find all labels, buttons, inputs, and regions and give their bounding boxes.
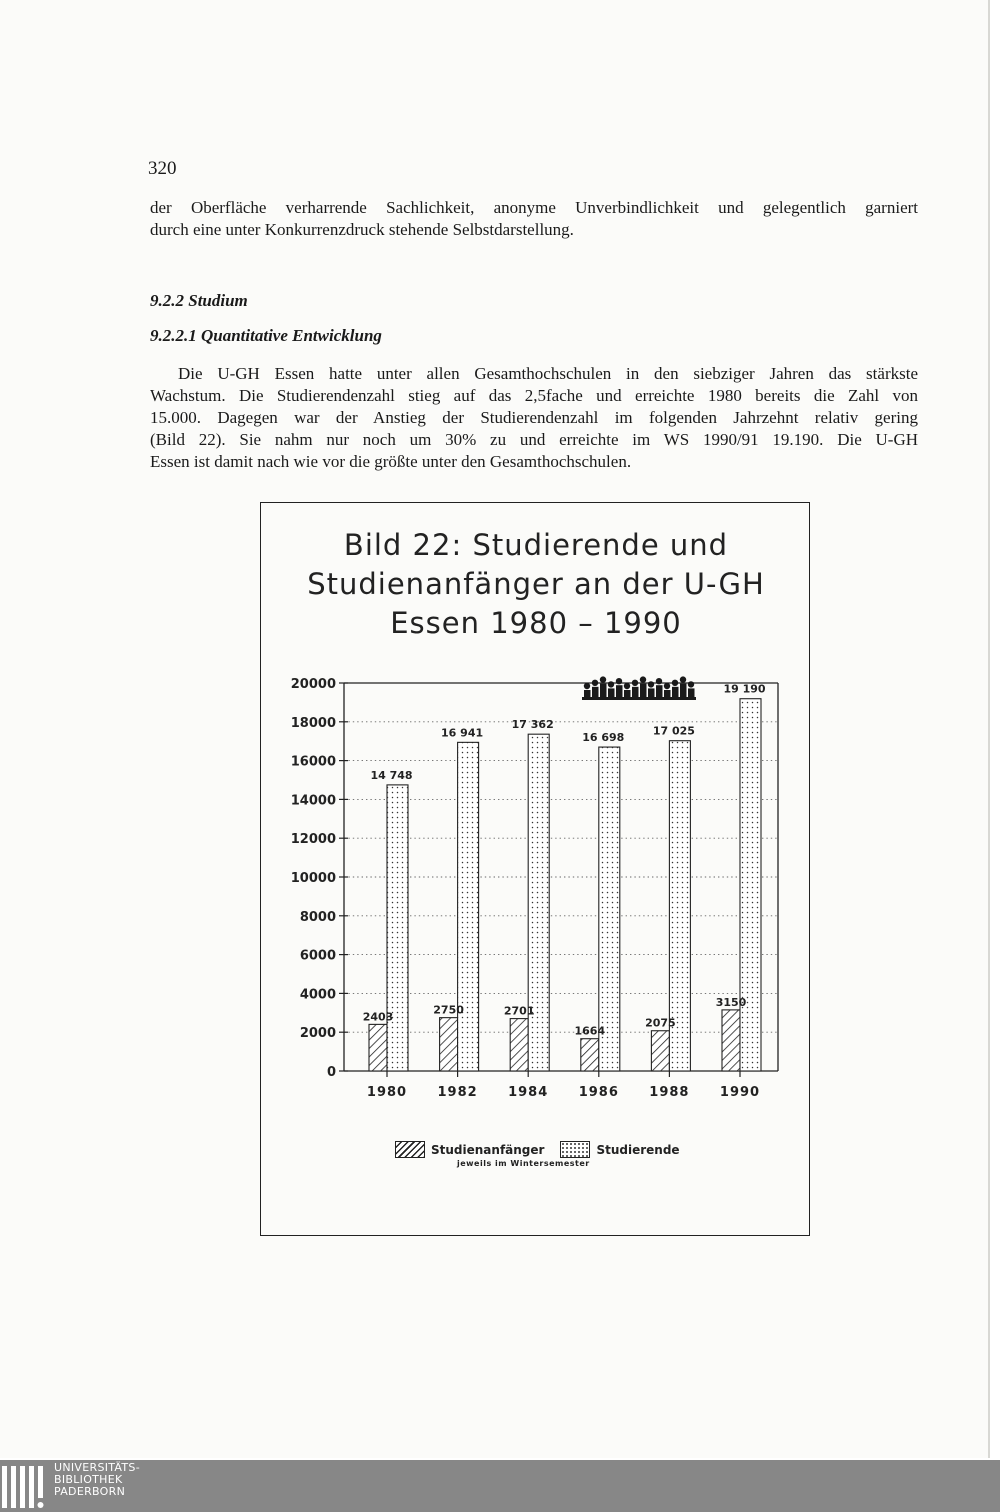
- library-logo-icon: [0, 1462, 50, 1510]
- person-head: [640, 676, 646, 682]
- data-label-studierende: 19 190: [723, 682, 766, 696]
- bar-studierende: [528, 734, 549, 1071]
- y-tick-label: 18000: [290, 715, 336, 731]
- y-tick-label: 12000: [290, 832, 336, 848]
- person-head: [664, 683, 670, 689]
- people-silhouette-icon: [582, 676, 696, 700]
- person-head: [616, 678, 622, 684]
- data-label-studienanfaenger: 1664: [574, 1024, 606, 1038]
- bar-studierende: [740, 699, 761, 1071]
- person-head: [584, 683, 590, 689]
- y-tick-label: 0: [326, 1065, 336, 1080]
- data-label-studierende: 16 941: [441, 726, 484, 740]
- data-label-studierende: 16 698: [582, 731, 625, 745]
- bar-studienanfaenger: [369, 1024, 387, 1071]
- person-head: [672, 680, 678, 686]
- chart-title-line: Studienanfänger an der U-GH: [307, 567, 765, 601]
- chart-title-line: Bild 22: Studierende und: [343, 528, 729, 562]
- data-label-studierende: 17 025: [652, 724, 695, 738]
- text-line: durch eine unter Konkurrenzdruck stehende Selbstdarstellung.: [150, 220, 574, 239]
- bar-studienanfaenger: [581, 1039, 599, 1071]
- x-tick-label: 1990: [719, 1085, 761, 1100]
- bar-studierende: [599, 747, 620, 1071]
- person-head: [648, 681, 654, 687]
- data-label-studienanfaenger: 2403: [362, 1010, 394, 1024]
- library-name-line: PADERBORN: [54, 1485, 126, 1498]
- y-tick-label: 16000: [290, 754, 336, 770]
- x-tick-label: 1980: [366, 1085, 408, 1100]
- text-line: 15.000. Dagegen war der Anstieg der Studierendenzahl im folgenden Jahrzehnt relativ gering: [150, 408, 918, 427]
- y-tick-label: 10000: [290, 871, 336, 886]
- x-tick-label: 1988: [649, 1085, 690, 1100]
- legend-item-studierende: [560, 1141, 679, 1158]
- data-label-studienanfaenger: 3150: [715, 995, 747, 1009]
- x-tick-label: 1982: [437, 1085, 478, 1100]
- chart-title-line: Essen 1980 – 1990: [390, 606, 682, 640]
- subsection-heading: 9.2.2.1 Quantitative Entwicklung: [150, 326, 382, 345]
- person-head: [608, 681, 614, 687]
- y-tick-label: 6000: [299, 948, 336, 964]
- legend-swatch-dots: [560, 1141, 590, 1158]
- legend-note: jeweils im Wintersemester: [457, 1159, 590, 1168]
- person-head: [688, 681, 694, 687]
- y-tick-label: 20000: [290, 677, 336, 692]
- page-number: 320: [148, 158, 177, 179]
- bar-studienanfaenger: [440, 1018, 458, 1071]
- data-label-studienanfaenger: 2750: [433, 1003, 464, 1017]
- person-head: [624, 683, 630, 689]
- person-head: [592, 680, 598, 686]
- bars: [369, 699, 761, 1071]
- text-line: Die U-GH Essen hatte unter allen Gesamthochschulen in den siebziger Jahren das stärkste: [178, 364, 918, 383]
- data-label-studierende: 14 748: [370, 768, 413, 782]
- bar-studienanfaenger: [722, 1010, 740, 1071]
- data-labels: [363, 683, 766, 1100]
- crowd-ground: [582, 697, 696, 700]
- data-label-studienanfaenger: 2701: [503, 1004, 535, 1018]
- text-line: Essen ist damit nach wie vor die größte unter den Gesamthochschulen.: [150, 452, 632, 471]
- bar-studierende: [458, 742, 479, 1071]
- y-tick-label: 4000: [299, 987, 336, 1003]
- person-head: [680, 676, 686, 682]
- library-name-line: UNIVERSITÄTS-: [54, 1461, 140, 1474]
- legend-item-studienanfaenger: [395, 1141, 544, 1158]
- library-name: [54, 1462, 140, 1498]
- person-head: [600, 676, 606, 682]
- legend-swatch-hatch: [395, 1141, 425, 1158]
- x-tick-label: 1986: [578, 1085, 619, 1100]
- y-tick-label: 14000: [290, 793, 336, 809]
- bar-studienanfaenger: [651, 1031, 669, 1071]
- library-name-line: BIBLIOTHEK: [54, 1473, 123, 1486]
- data-label-studienanfaenger: 2075: [645, 1016, 676, 1030]
- x-tick-label: 1984: [508, 1085, 549, 1100]
- text-line: Wachstum. Die Studierendenzahl stieg auf das 2,5fache und erreichte 1980 bereits die Zahl von: [150, 386, 918, 405]
- library-footer-bar: [0, 1460, 1000, 1512]
- bar-studienanfaenger: [510, 1019, 528, 1071]
- y-tick-label: 2000: [299, 1026, 336, 1042]
- legend-label: Studienanfänger: [431, 1142, 545, 1157]
- bar-studierende: [387, 785, 408, 1071]
- section-heading: 9.2.2 Studium: [150, 291, 248, 310]
- text-line: (Bild 22). Sie nahm nur noch um 30% zu und erreichte im WS 1990/91 19.190. Die U-GH: [150, 430, 918, 449]
- legend-label: Studierende: [596, 1142, 680, 1157]
- y-tick-label: 8000: [299, 909, 336, 925]
- data-label-studierende: 17 362: [511, 718, 554, 732]
- chart-legend: [395, 1141, 696, 1168]
- person-head: [632, 680, 638, 686]
- text-line: der Oberfläche verharrende Sachlichkeit, anonyme Unverbindlichkeit und gelegentlich garniert: [150, 198, 918, 217]
- person-head: [656, 678, 662, 684]
